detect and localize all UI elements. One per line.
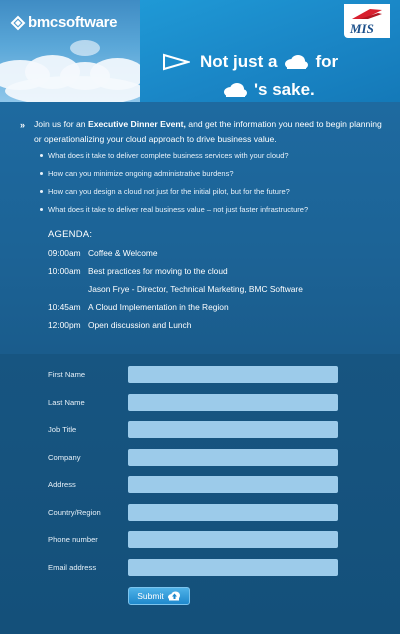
double-chevron-icon: » — [20, 120, 26, 130]
first-name-field[interactable] — [128, 366, 338, 383]
list-item: How can you minimize ongoing administrative burdens? — [48, 169, 394, 187]
agenda-time: 09:00am — [48, 248, 81, 258]
list-item: What does it take to deliver real business value – not just faster infrastructure? — [48, 205, 394, 223]
headline-text-3: 's sake. — [254, 80, 315, 99]
phone-number-label: Phone number — [48, 535, 98, 544]
headline-line-1 — [162, 52, 338, 72]
cloud-icon — [222, 82, 248, 98]
agenda-item — [48, 265, 388, 283]
form-row-first-name — [0, 366, 400, 383]
mis-logo[interactable] — [344, 4, 390, 38]
form-row-job-title — [0, 421, 400, 438]
headline-text-2: for — [315, 52, 339, 71]
intro-paragraph — [20, 117, 388, 147]
question-list — [48, 151, 394, 223]
cloud-icon — [283, 54, 309, 70]
address-field[interactable] — [128, 476, 338, 493]
intro-highlight: Executive Dinner Event, — [87, 119, 186, 129]
email-address-field[interactable] — [128, 559, 338, 576]
agenda-item — [48, 283, 388, 301]
last-name-field[interactable] — [128, 394, 338, 411]
country-region-label: Country/Region — [48, 508, 101, 517]
country-region-field[interactable] — [128, 504, 338, 521]
email-address-label: Email address — [48, 563, 97, 572]
list-item: What does it take to deliver complete business services with your cloud? — [48, 151, 394, 169]
agenda-item — [48, 301, 388, 319]
form-row-country — [0, 504, 400, 521]
form-row-company — [0, 449, 400, 466]
job-title-label: Job Title — [48, 425, 77, 434]
agenda-text: Best practices for moving to the cloud — [88, 266, 228, 276]
bmc-logo-text: bmcsoftware — [28, 14, 118, 31]
bmc-logo-icon — [10, 15, 26, 31]
bmc-logo[interactable] — [10, 14, 117, 31]
agenda-text: Coffee & Welcome — [88, 248, 158, 258]
form-row-phone — [0, 531, 400, 548]
agenda-time: 10:00am — [48, 266, 81, 276]
play-outline-icon — [162, 53, 190, 71]
address-label: Address — [48, 480, 76, 489]
first-name-label: First Name — [48, 370, 86, 379]
agenda-time: 10:45am — [48, 302, 81, 312]
content-section — [0, 102, 400, 354]
form-row-last-name — [0, 394, 400, 411]
agenda-text: Jason Frye - Director, Technical Marketing, BMC Software — [88, 284, 303, 294]
agenda-text: A Cloud Implementation in the Region — [88, 302, 229, 312]
header-banner — [0, 0, 400, 102]
agenda-item — [48, 247, 388, 265]
mis-logo-text: MIS — [350, 21, 374, 36]
last-name-label: Last Name — [48, 398, 85, 407]
intro-lead: Join us for an — [34, 119, 86, 129]
headline-line-2 — [222, 80, 315, 100]
registration-form — [0, 354, 400, 634]
agenda-title: AGENDA: — [48, 229, 93, 240]
agenda-time — [48, 283, 88, 301]
agenda-item — [48, 319, 388, 337]
agenda-list — [48, 247, 388, 337]
agenda-time: 12:00pm — [48, 320, 81, 330]
submit-label: Submit — [137, 591, 164, 601]
job-title-field[interactable] — [128, 421, 338, 438]
headline-text-1: Not just a — [200, 52, 278, 71]
submit-button[interactable] — [128, 587, 190, 605]
phone-number-field[interactable] — [128, 531, 338, 548]
list-item: How can you design a cloud not just for the initial pilot, but for the future? — [48, 187, 394, 205]
mis-swoosh-icon — [350, 7, 384, 21]
company-field[interactable] — [128, 449, 338, 466]
intro-rest: and get the information you need to begin planning or operationalizing your cloud approach to drive business value. — [34, 119, 382, 144]
company-label: Company — [48, 453, 81, 462]
cloud-upload-icon — [167, 591, 181, 601]
agenda-text: Open discussion and Lunch — [88, 320, 192, 330]
form-row-address — [0, 476, 400, 493]
form-row-email — [0, 559, 400, 576]
